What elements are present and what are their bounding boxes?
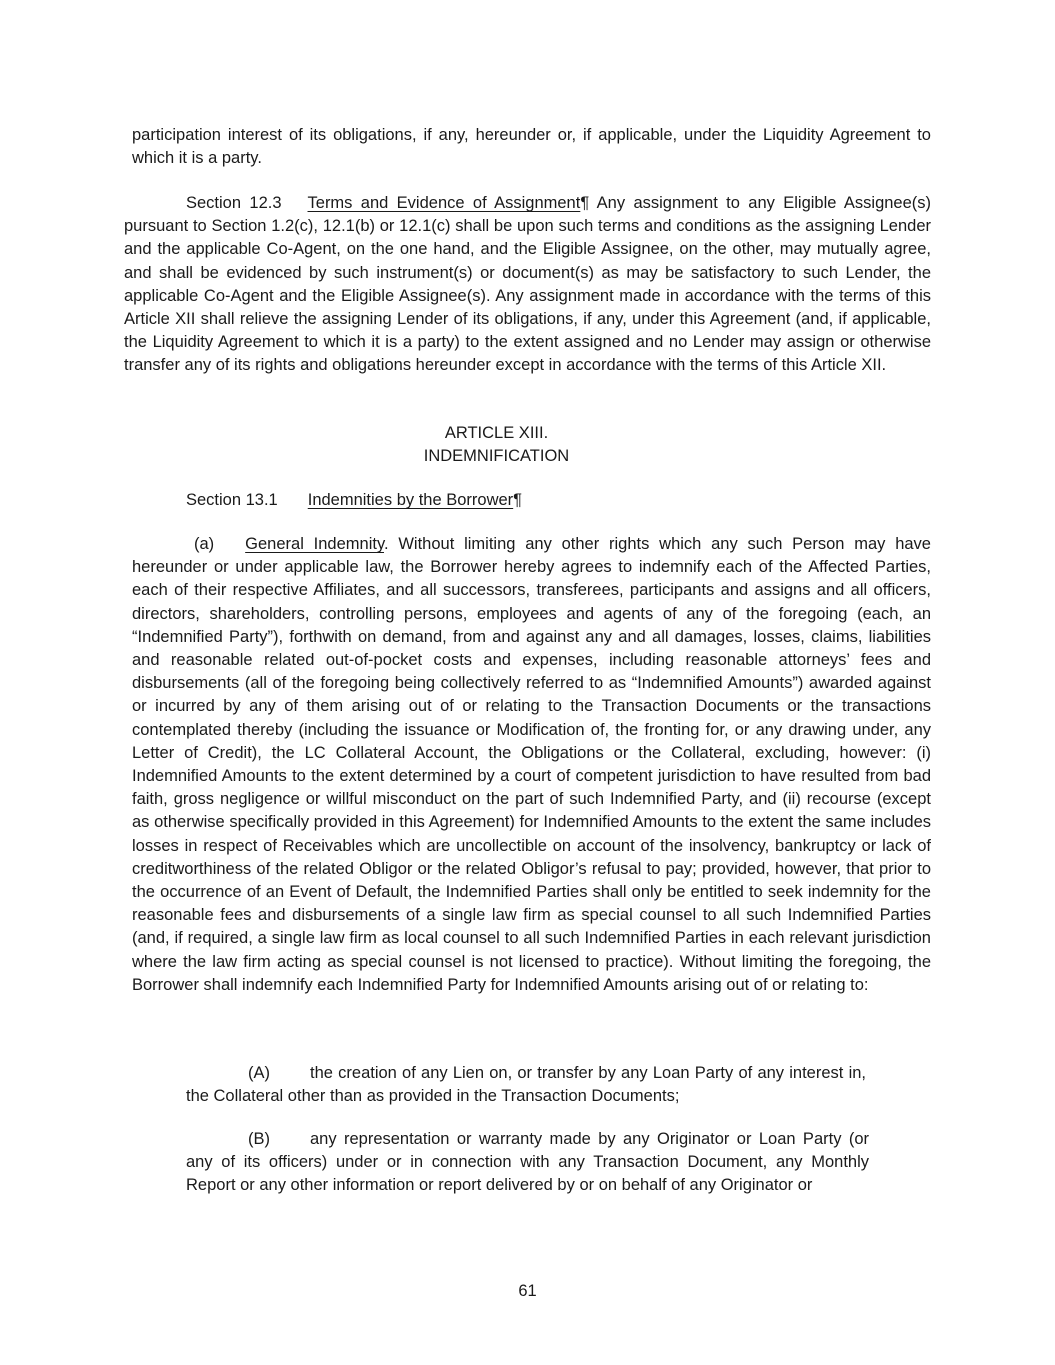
item-b-label: (B): [248, 1130, 270, 1148]
section-13-1-heading: [186, 489, 522, 512]
subsection-a-body: . Without limiting any other rights which any such Person may have hereunder or under applicable law, the Borrower hereby agrees to indemnify each of the Affected Parties, each of their respective Affiliates, and all successors, transferees, participants and assigns and all officers, directors, shareholders, controlling persons, employees and agents of any of the foregoing (each, an “Indemnified Party”), forthwith on demand, from and against any and all damages, losses, claims, liabilities and reasonable related out-of-pocket costs and expenses, including reasonable attorneys’ fees and disbursements (all of the foregoing being collectively referred to as “Indemnified Amounts”) awarded against or incurred by any of them arising out of or relating to the Transaction Documents or the transactions contemplated thereby (including the issuance or Modification of, the fronting for, or any drawing under, any Letter of Credit), the LC Collateral Account, the Obligations or the Collateral, excluding, however: (i) Indemnified Amounts to the extent determined by a court of competent jurisdiction to have resulted from bad faith, gross negligence or willful misconduct on the part of such Indemnified Party, and (ii) recourse (except as otherwise specifically provided in this Agreement) for Indemnified Amounts to the extent the same includes losses in respect of Receivables which are uncollectible on account of the insolvency, bankruptcy or lack of creditworthiness of the related Obligor or the related Obligor’s refusal to pay; provided, however, that prior to the occurrence of an Event of Default, the Indemnified Parties shall only be entitled to seek indemnity for the reasonable fees and disbursements of a single law firm as special counsel to all such Indemnified Parties (and, if required, a single law firm as local counsel to all such Indemnified Parties in each relevant jurisdiction where the law firm acting as special counsel is not licensed to practice). Without limiting the foregoing, the Borrower shall indemnify each Indemnified Party for Indemnified Amounts arising out of or relating to:: [132, 535, 931, 994]
section-13-1-pilcrow: ¶: [513, 491, 523, 509]
page-number: 61: [518, 1282, 537, 1300]
subsection-a-label: (a): [194, 535, 215, 553]
continuation-paragraph: participation interest of its obligations, if any, hereunder or, if applicable, under the Liquidity Agreement to which it is a party.: [132, 126, 931, 168]
section-12-3-number: Section 12.3: [186, 194, 282, 212]
article-number: ARTICLE XIII.: [444, 424, 549, 442]
item-b-text: any representation or warranty made by any Originator or Loan Party (or any of its officers) under or in connection with any Transaction Document, any Monthly Report or any other information or report delivered by or on behalf of any Originator or: [186, 1130, 869, 1195]
section-13-1-title: Indemnities by the Borrower: [307, 491, 514, 509]
subsection-a-paragraph: [132, 533, 931, 997]
item-a-label: (A): [248, 1064, 270, 1082]
item-a-text: the creation of any Lien on, or transfer by any Loan Party of any interest in, the Collateral other than as provided in the Transaction Documents;: [186, 1064, 866, 1106]
article-title: INDEMNIFICATION: [423, 447, 570, 465]
section-12-3-pilcrow: ¶: [580, 194, 590, 212]
item-b-paragraph: [186, 1128, 869, 1198]
section-12-3-title: Terms and Evidence of Assignment: [307, 194, 581, 212]
section-12-3-paragraph: [124, 192, 931, 378]
section-13-1-number: Section 13.1: [186, 491, 278, 509]
section-12-3-body: Any assignment to any Eligible Assignee(s) pursuant to Section 1.2(c), 12.1(b) or 12.1(c) shall be upon such terms and conditions as the assigning Lender and the applicable Co-Agent, on the one hand, and the Eligible Assignee, on the other, may mutually agree, and shall be evidenced by such instrument(s) or document(s) as may be satisfactory to such Lender, the applicable Co-Agent and the Eligible Assignee(s). Any assignment made in accordance with the terms of this Article XII shall relieve the assigning Lender of its obligations, if any, under this Agreement (and, if applicable, the Liquidity Agreement to which it is a party) to the extent assigned and no Lender may assign or otherwise transfer any of its rights and obligations hereunder except in accordance with the terms of this Article XII.: [124, 194, 932, 375]
subsection-a-title: General Indemnity: [245, 535, 384, 553]
item-a-paragraph: [186, 1062, 866, 1108]
